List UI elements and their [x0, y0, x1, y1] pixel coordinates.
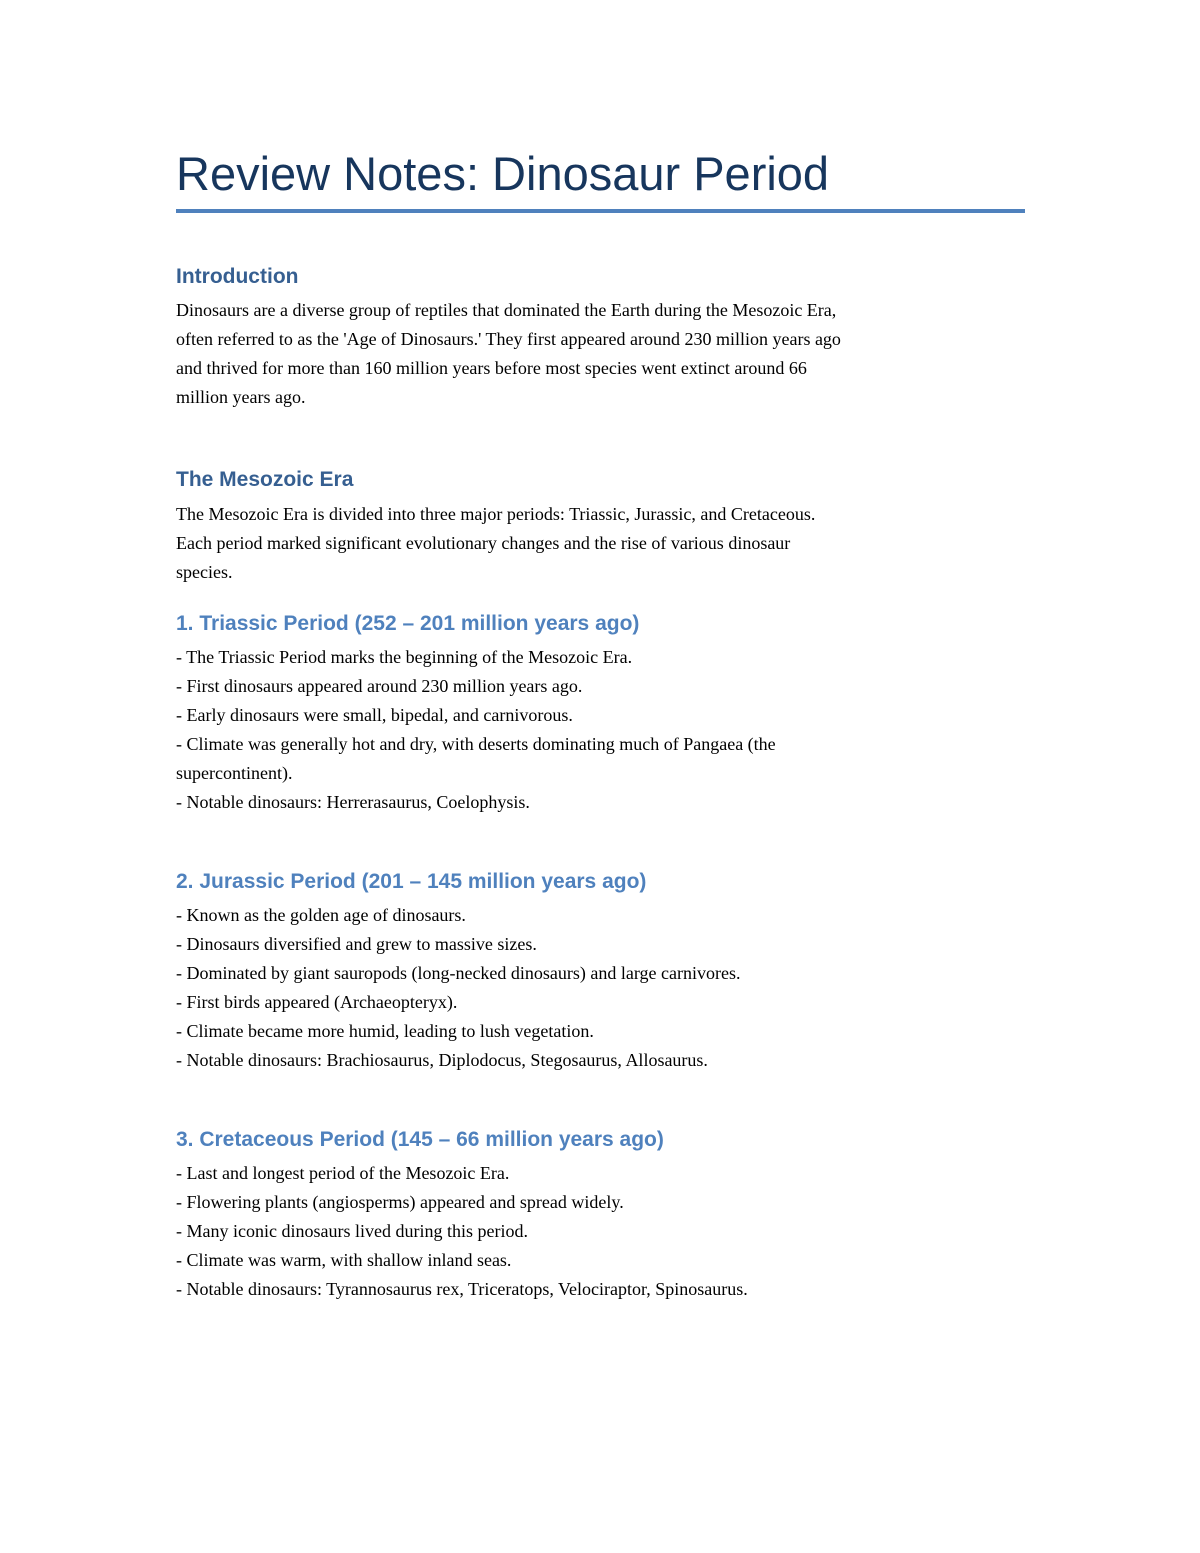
list-item: - Notable dinosaurs: Brachiosaurus, Diplodocus, Stegosaurus, Allosaurus. — [176, 1050, 708, 1070]
jurassic-bullet-list — [176, 901, 1026, 1075]
list-item: - Early dinosaurs were small, bipedal, and carnivorous. — [176, 705, 573, 725]
paragraph-line: and thrived for more than 160 million years before most species went extinct around 66 — [176, 358, 807, 378]
cretaceous-bullet-list — [176, 1159, 1026, 1304]
heading-triassic-period: 1. Triassic Period (252 – 201 million years ago) — [176, 612, 640, 635]
introduction-paragraph — [176, 296, 1026, 412]
list-item: - First dinosaurs appeared around 230 million years ago. — [176, 676, 583, 696]
list-item: - Notable dinosaurs: Tyrannosaurus rex, Triceratops, Velociraptor, Spinosaurus. — [176, 1279, 748, 1299]
list-item: - The Triassic Period marks the beginning of the Mesozoic Era. — [176, 647, 633, 667]
list-item: - First birds appeared (Archaeopteryx). — [176, 992, 458, 1012]
paragraph-line: Each period marked significant evolutionary changes and the rise of various dinosaur — [176, 533, 791, 553]
paragraph-line: species. — [176, 562, 233, 582]
list-item: - Known as the golden age of dinosaurs. — [176, 905, 466, 925]
list-item: - Dinosaurs diversified and grew to massive sizes. — [176, 934, 537, 954]
list-item: supercontinent). — [176, 763, 293, 783]
list-item: - Notable dinosaurs: Herrerasaurus, Coelophysis. — [176, 792, 530, 812]
paragraph-line: Dinosaurs are a diverse group of reptiles that dominated the Earth during the Mesozoic Era, — [176, 300, 837, 320]
list-item: - Many iconic dinosaurs lived during this period. — [176, 1221, 528, 1241]
document-title: Review Notes: Dinosaur Period — [176, 147, 830, 200]
list-item: - Climate was warm, with shallow inland seas. — [176, 1250, 512, 1270]
list-item: - Last and longest period of the Mesozoic Era. — [176, 1163, 510, 1183]
triassic-bullet-list — [176, 643, 1026, 817]
title-underline-rule — [176, 209, 1025, 213]
heading-jurassic-period: 2. Jurassic Period (201 – 145 million years ago) — [176, 870, 647, 893]
paragraph-line: million years ago. — [176, 387, 306, 407]
heading-introduction: Introduction — [176, 265, 299, 288]
list-item: - Climate was generally hot and dry, with deserts dominating much of Pangaea (the — [176, 734, 776, 754]
mesozoic-paragraph — [176, 500, 1026, 587]
list-item: - Climate became more humid, leading to lush vegetation. — [176, 1021, 594, 1041]
heading-mesozoic-era: The Mesozoic Era — [176, 468, 354, 491]
list-item: - Dominated by giant sauropods (long-necked dinosaurs) and large carnivores. — [176, 963, 741, 983]
heading-cretaceous-period: 3. Cretaceous Period (145 – 66 million years ago) — [176, 1128, 664, 1151]
paragraph-line: The Mesozoic Era is divided into three major periods: Triassic, Jurassic, and Cretaceous. — [176, 504, 816, 524]
list-item: - Flowering plants (angiosperms) appeared and spread widely. — [176, 1192, 624, 1212]
paragraph-line: often referred to as the 'Age of Dinosaurs.' They first appeared around 230 million years ago — [176, 329, 841, 349]
